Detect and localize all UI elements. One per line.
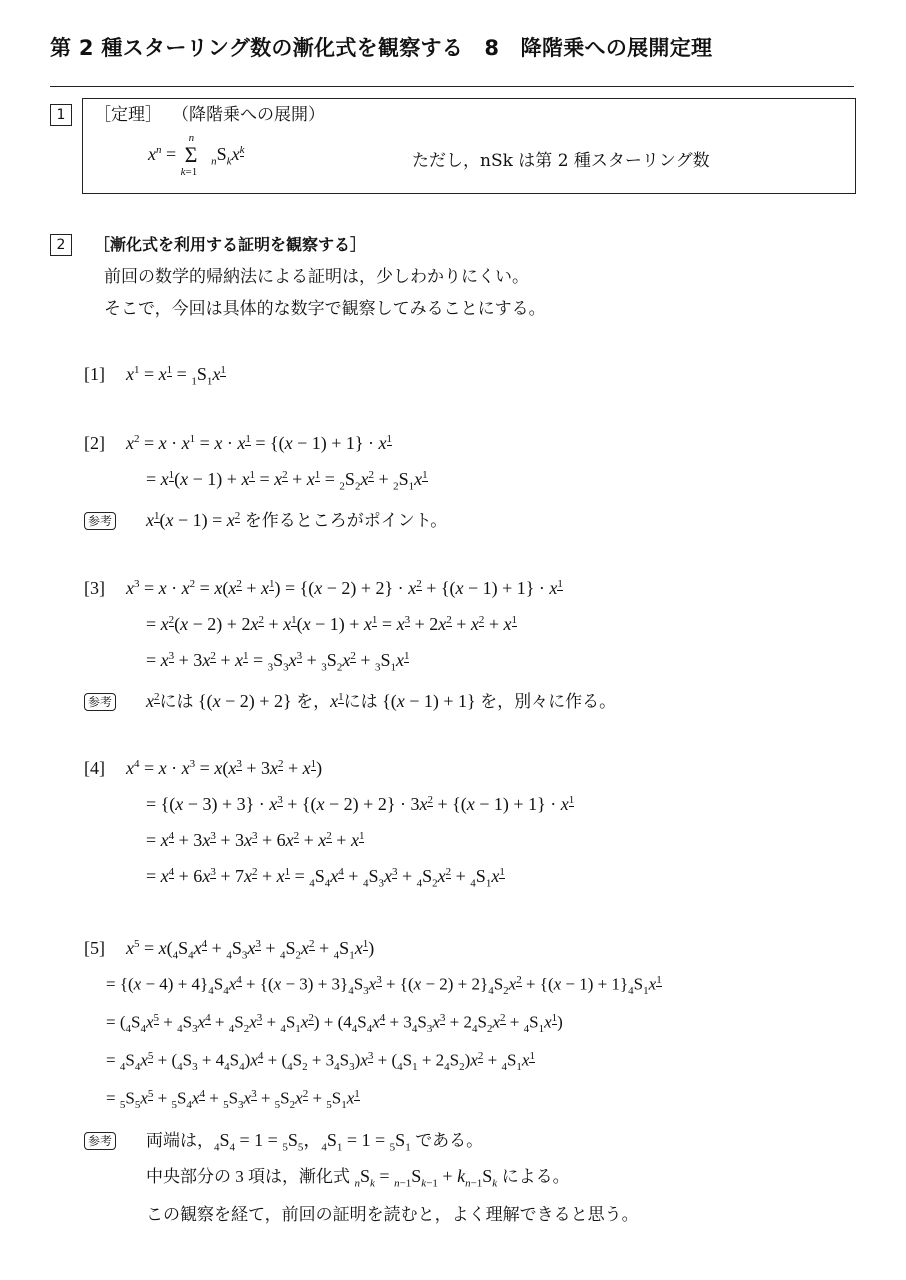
intro-line-1: 前回の数学的帰納法による証明は，少しわかりにくい。 <box>104 267 529 287</box>
case-3-eq-3: = $x^3 + 3x^2 + x^1 = _3S_3x^3 + _3S_2x^2 + _3S_1x^1$ <box>146 650 410 674</box>
case-4-eq-3: = $x^4 + 3x^3 + 3x^3 + 6x^2 + x^2 + x^1$ <box>146 830 365 850</box>
case-2-eq-1: $x^2 = x \cdot x^1 = x \cdot x^1 = \{(x - 1) + 1\} \cdot x^1$ <box>126 433 393 453</box>
case-4-label: [4] <box>84 758 105 778</box>
section-number-1: 1 <box>50 104 72 126</box>
page-title: 第 2 種スターリング数の漸化式を観察する 8 降階乗への展開定理 <box>50 36 713 60</box>
case-3-label: [3] <box>84 578 105 598</box>
title-rule <box>50 86 854 87</box>
section-number-2: 2 <box>50 234 72 256</box>
note-5-line-2: 中央部分の 3 項は，漸化式 $_nS_k = _{n-1}S_{k-1} + k_{n-1}S_k$ による。 <box>146 1166 570 1190</box>
case-5-eq-1: $x^5 = x(_4S_4x^4 + _4S_3x^3 + _4S_2x^2 + _4S_1x^1)$ <box>126 938 375 962</box>
case-3-eq-2: = $x^2(x - 2) + 2x^2 + x^1(x - 1) + x^1 = x^3 + 2x^2 + x^2 + x^1$ <box>146 614 518 634</box>
case-4-eq-1: $x^4 = x \cdot x^3 = x(x^3 + 3x^2 + x^1)$ <box>126 758 323 778</box>
note-5-line-3: この観察を経て，前回の証明を読むと，よく理解できると思う。 <box>146 1205 639 1225</box>
case-3-eq-1: $x^3 = x \cdot x^2 = x(x^2 + x^1) = \{(x - 2) + 2\} \cdot x^2 + \{(x - 1) + 1\} \cdot x^1$ <box>126 578 563 598</box>
case-5-eq-4: = $_4S_4x^5 + (_4S_3 + 4_4S_4)x^4 + (_4S_2 + 3_4S_3)x^3 + (_4S_1 + 2_4S_2)x^2 + _4S_1x^1$ <box>106 1050 535 1074</box>
case-1-label: [1] <box>84 364 105 384</box>
case-5-eq-3: = $(_4S_4x^5 + _4S_3x^4 + _4S_2x^3 + _4S_1x^2) + (4_4S_4x^4 + 3_4S_3x^3 + 2_4S_2x^2 + _4S_1x^1)$ <box>106 1012 563 1036</box>
theorem-note: ただし，nSk は第 2 種スターリング数 <box>412 151 710 171</box>
ref-badge-5: 参考 <box>84 1130 116 1150</box>
case-4-eq-2: = $\{(x - 3) + 3\} \cdot x^3 + \{(x - 2) + 2\} \cdot 3x^2 + \{(x - 1) + 1\} \cdot x^1$ <box>146 794 575 814</box>
theorem-formula: $x^n$ = n Σ k=1 $_nS_kx^k$ <box>148 132 245 178</box>
case-5-eq-5: = $_5S_5x^5 + _5S_4x^4 + _5S_3x^3 + _5S_2x^2 + _5S_1x^1$ <box>106 1088 360 1112</box>
note-5-line-1: 両端は，$_4S_4 = 1 = _5S_5$，$_4S_1 = 1 = _5S_1$ である。 <box>146 1130 484 1154</box>
case-4-eq-4: = $x^4 + 6x^3 + 7x^2 + x^1 = _4S_4x^4 + _4S_3x^3 + _4S_2x^2 + _4S_1x^1$ <box>146 866 505 890</box>
case-2-label: [2] <box>84 433 105 453</box>
theorem-label: ［定理］ <box>94 105 162 125</box>
case-5-eq-2: = $\{(x - 4) + 4\}_4S_4x^4 + \{(x - 3) + 3\}_4S_3x^3 + \{(x - 2) + 2\}_4S_2x^2 + \{(x - 1) + 1\}_4S_1x^1$ <box>106 974 662 998</box>
case-2-eq-2: = $x^1(x - 1) + x^1 = x^2 + x^1 = _2S_2x^2 + _2S_1x^1$ <box>146 469 428 493</box>
case-1-eq: $x^1 = x^1 = _1S_1x^1$ <box>126 364 226 388</box>
section-heading: ［漸化式を利用する証明を観察する］ <box>94 235 367 254</box>
ref-badge-2: 参考 <box>84 510 116 530</box>
theorem-caption: （降階乗への展開） <box>172 105 325 125</box>
intro-line-2: そこで，今回は具体的な数字で観察してみることにする。 <box>104 299 546 319</box>
case-5-label: [5] <box>84 938 105 958</box>
note-2: $x^1(x - 1) = x^2$ を作るところがポイント。 <box>146 510 448 530</box>
note-2-text: を作るところがポイント。 <box>244 511 448 530</box>
note-3: $x^2$には {(x − 2) + 2} を，$x^1$には {(x − 1) + 1} を，別々に作る。 <box>146 691 617 711</box>
ref-badge-3: 参考 <box>84 691 116 711</box>
